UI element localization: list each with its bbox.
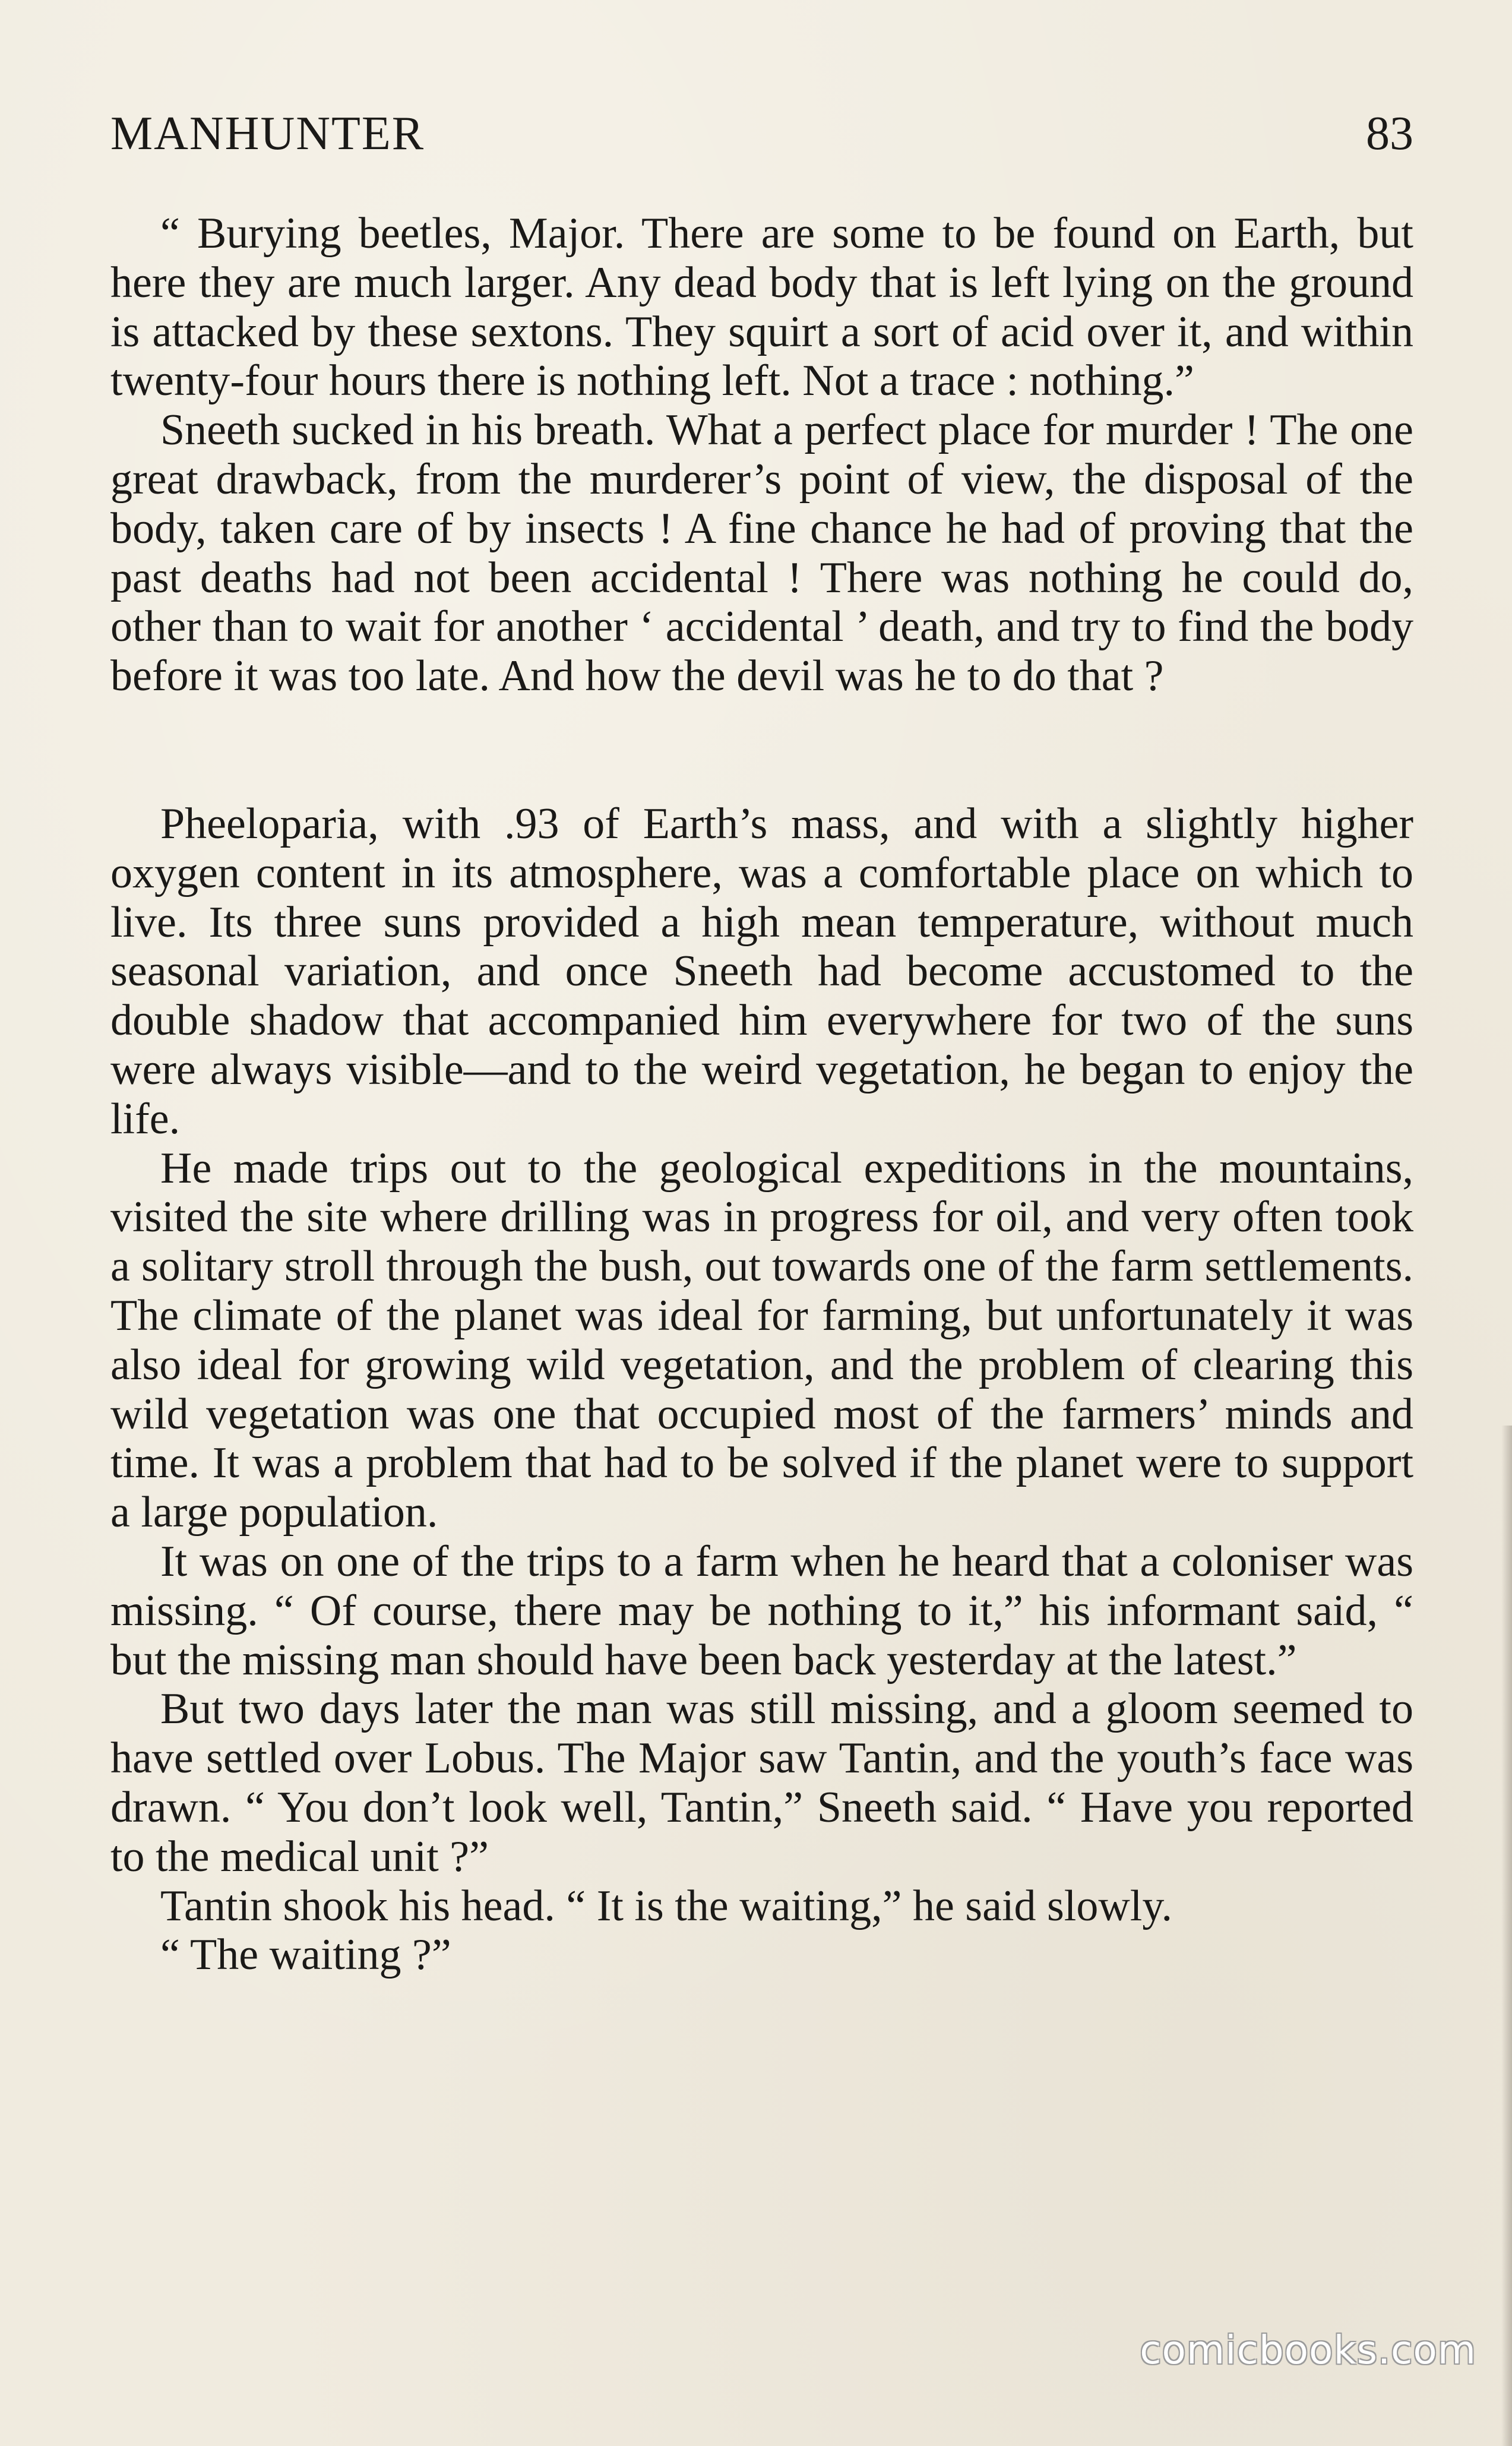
paragraph: Sneeth sucked in his breath. What a perfect place for murder ! The one great drawback, from the murderer’s point of view, the disposal of the body, taken care of by insects ! A fine chance he had of proving that the past deaths had not been accidental ! There was nothing he could do, other than to wait for another ‘ accidental ’ death, and try to find the body before it was too late. And how the devil was he to do that ?: [110, 406, 1413, 701]
paragraph: Tantin shook his head. “ It is the waiting,” he said slowly.: [160, 1881, 1173, 1930]
running-header: [110, 107, 1413, 166]
paragraph: But two days later the man was still missing, and a gloom seemed to have settled over Lobus. The Major saw Tantin, and the youth’s face was drawn. “ You don’t look well, Tantin,” Sneeth said. “ Have you reported to the medical unit ?”: [110, 1685, 1413, 1881]
page-edge-shadow: [1501, 1426, 1512, 2446]
running-title: MANHUNTER: [110, 108, 425, 160]
section-break: [110, 701, 1413, 799]
paragraph: Pheeloparia, with .93 of Earth’s mass, and with a slightly higher oxygen content in its atmosphere, was a comfortable place on which to live. Its three suns provided a high mean temperature, without much seasonal variation, and once Sneeth had become accustomed to the double shadow that accompanied him everywhere for two of the suns were always visible—and to the weird vegetation, he began to enjoy the life.: [110, 799, 1413, 1143]
page-number: 83: [1366, 108, 1413, 160]
watermark: comicbooks.com: [1140, 2327, 1476, 2373]
paragraph: “ Burying beetles, Major. There are some to be found on Earth, but here they are much larger. Any dead body that is left lying on the ground is attacked by these sextons. They squirt a sort of acid over it, and within twenty-four hours there is nothing left. Not a trace : nothing.”: [110, 209, 1413, 406]
paragraph: “ The waiting ?”: [160, 1930, 451, 1980]
body-text: [110, 209, 1413, 1980]
paragraph: He made trips out to the geological expeditions in the mountains, visited the site where drilling was in progress for oil, and very often took a solitary stroll through the bush, out towards one of the farm settlements. The climate of the planet was ideal for farming, but unfortunately it was also ideal for growing wild vegetation, and the problem of clearing this wild vegetation was one that occupied most of the farmers’ minds and time. It was a problem that had to be solved if the planet were to support a large population.: [110, 1143, 1413, 1537]
paragraph: It was on one of the trips to a farm when he heard that a coloniser was missing. “ Of course, there may be nothing to it,” his informant said, “ but the missing man should have been back yesterday at the latest.”: [110, 1537, 1413, 1685]
